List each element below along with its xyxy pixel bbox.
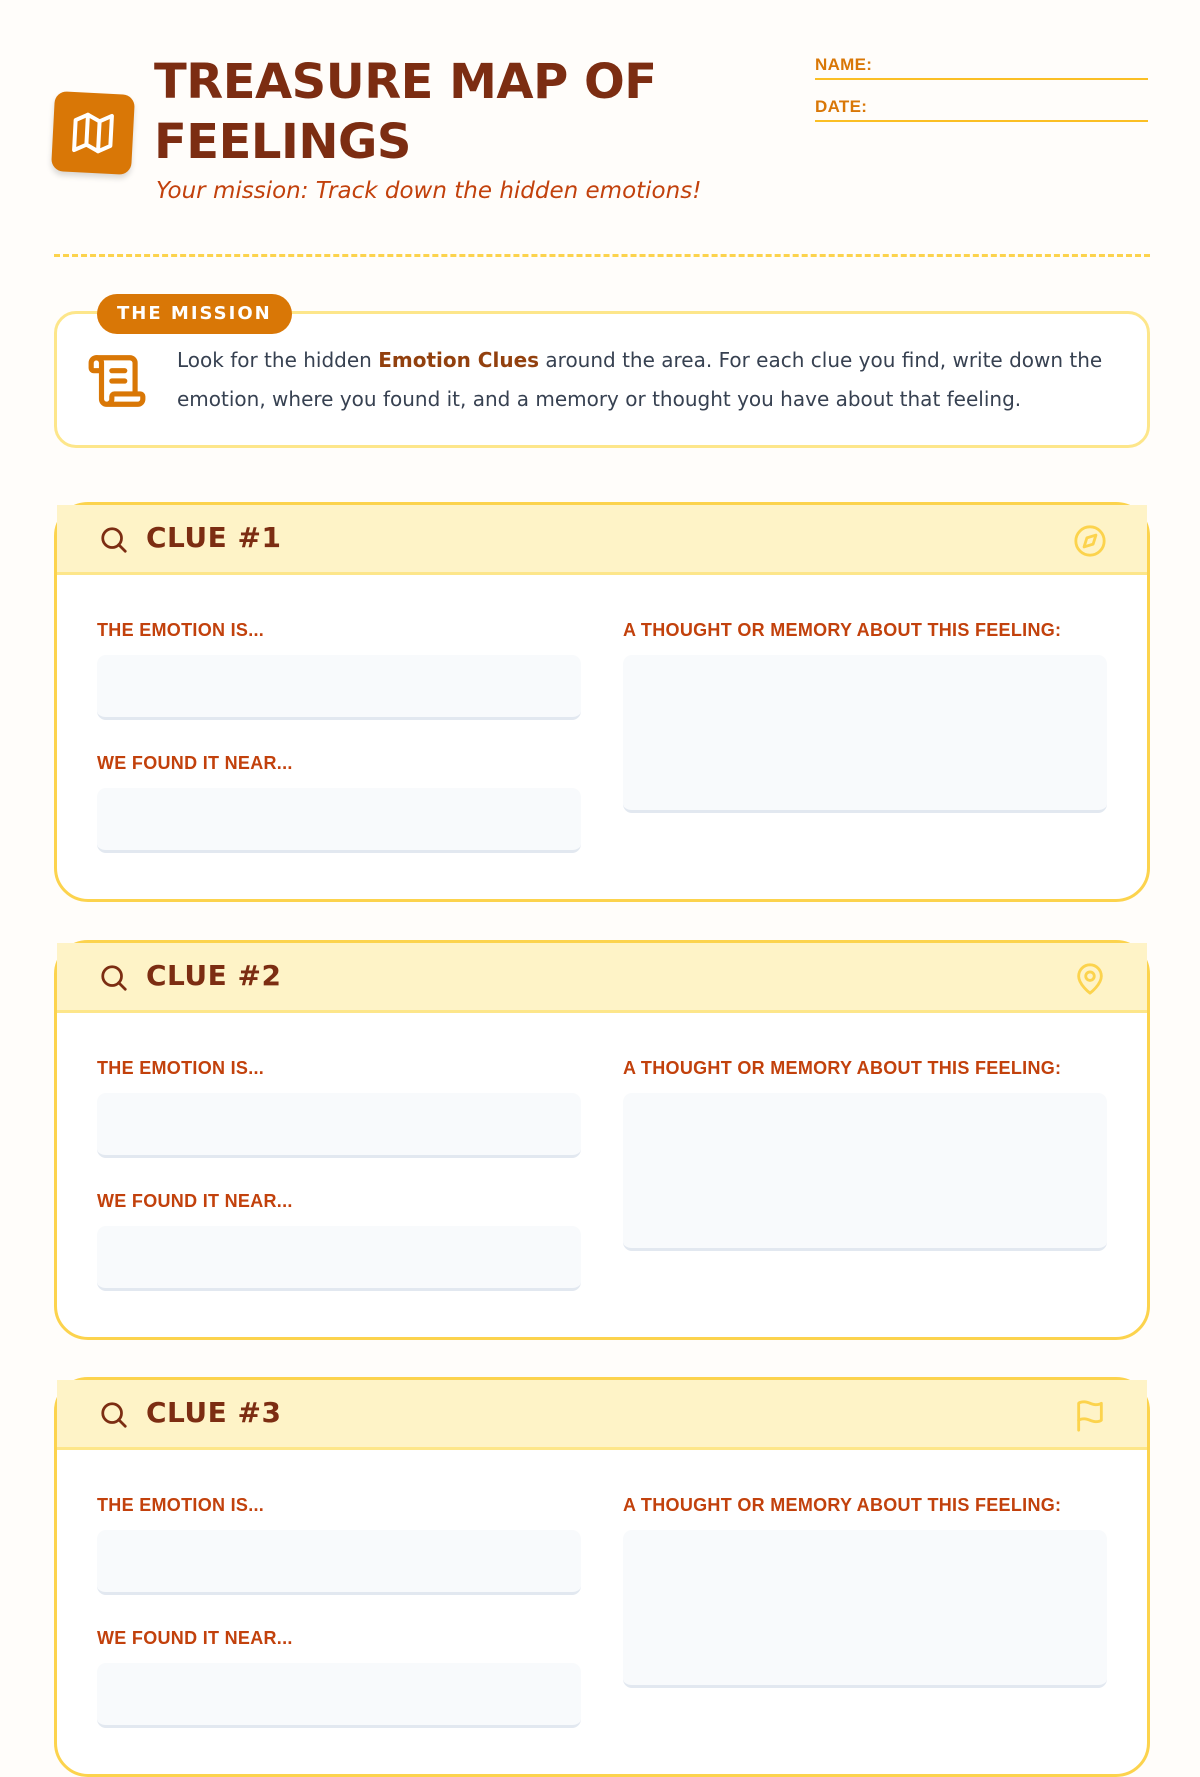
- logo-badge: [51, 91, 135, 175]
- search-icon: [99, 525, 129, 555]
- emotion-input[interactable]: [97, 1530, 581, 1595]
- thought-input[interactable]: [623, 1093, 1107, 1251]
- thought-input[interactable]: [623, 1530, 1107, 1688]
- clue-title: CLUE #2: [146, 959, 282, 992]
- thought-label: A THOUGHT OR MEMORY ABOUT THIS FEELING:: [623, 620, 1062, 640]
- page-subtitle: Your mission: Track down the hidden emotions!: [156, 178, 702, 204]
- found-near-label: WE FOUND IT NEAR...: [97, 753, 293, 773]
- name-field[interactable]: [815, 50, 1148, 80]
- found-near-label: WE FOUND IT NEAR...: [97, 1628, 293, 1648]
- emotion-label: THE EMOTION IS...: [97, 1058, 265, 1078]
- map-icon: [68, 108, 118, 158]
- emotion-input[interactable]: [97, 655, 581, 720]
- flag-icon: [1073, 1399, 1107, 1433]
- date-field[interactable]: [815, 92, 1148, 122]
- thought-label: A THOUGHT OR MEMORY ABOUT THIS FEELING:: [623, 1495, 1062, 1515]
- thought-label: A THOUGHT OR MEMORY ABOUT THIS FEELING:: [623, 1058, 1062, 1078]
- map-pin-icon: [1073, 962, 1107, 996]
- emotion-label: THE EMOTION IS...: [97, 620, 265, 640]
- clue-card-1: [54, 502, 1150, 902]
- found-near-input[interactable]: [97, 1226, 581, 1291]
- found-near-input[interactable]: [97, 788, 581, 853]
- emotion-input[interactable]: [97, 1093, 581, 1158]
- page-title-line-2: FEELINGS: [154, 114, 411, 170]
- mission-text: [177, 341, 1117, 419]
- clue-header: [57, 943, 1147, 1013]
- mission-text-start: Look for the hidden: [177, 348, 379, 372]
- thought-input[interactable]: [623, 655, 1107, 813]
- clue-header: [57, 505, 1147, 575]
- found-near-input[interactable]: [97, 1663, 581, 1728]
- header-divider: [54, 254, 1150, 257]
- search-icon: [99, 963, 129, 993]
- clue-card-3: [54, 1377, 1150, 1777]
- search-icon: [99, 1400, 129, 1430]
- clue-card-2: [54, 940, 1150, 1340]
- compass-icon: [1073, 524, 1107, 558]
- emotion-label: THE EMOTION IS...: [97, 1495, 265, 1515]
- clue-title: CLUE #3: [146, 1396, 282, 1429]
- name-label: NAME:: [815, 55, 873, 74]
- clue-title: CLUE #1: [146, 521, 282, 554]
- clue-header: [57, 1380, 1147, 1450]
- date-label: DATE:: [815, 97, 868, 116]
- scroll-icon: [84, 350, 150, 412]
- found-near-label: WE FOUND IT NEAR...: [97, 1191, 293, 1211]
- page-title-line-1: TREASURE MAP OF: [154, 54, 657, 110]
- page-title: [154, 52, 754, 172]
- mission-text-end: around the area. For each clue you find, write down the emotion, where you found it, and a memory or thought you have about that feeling.: [177, 348, 1103, 411]
- mission-badge: THE MISSION: [97, 294, 292, 334]
- mission-text-highlight: Emotion Clues: [378, 348, 540, 372]
